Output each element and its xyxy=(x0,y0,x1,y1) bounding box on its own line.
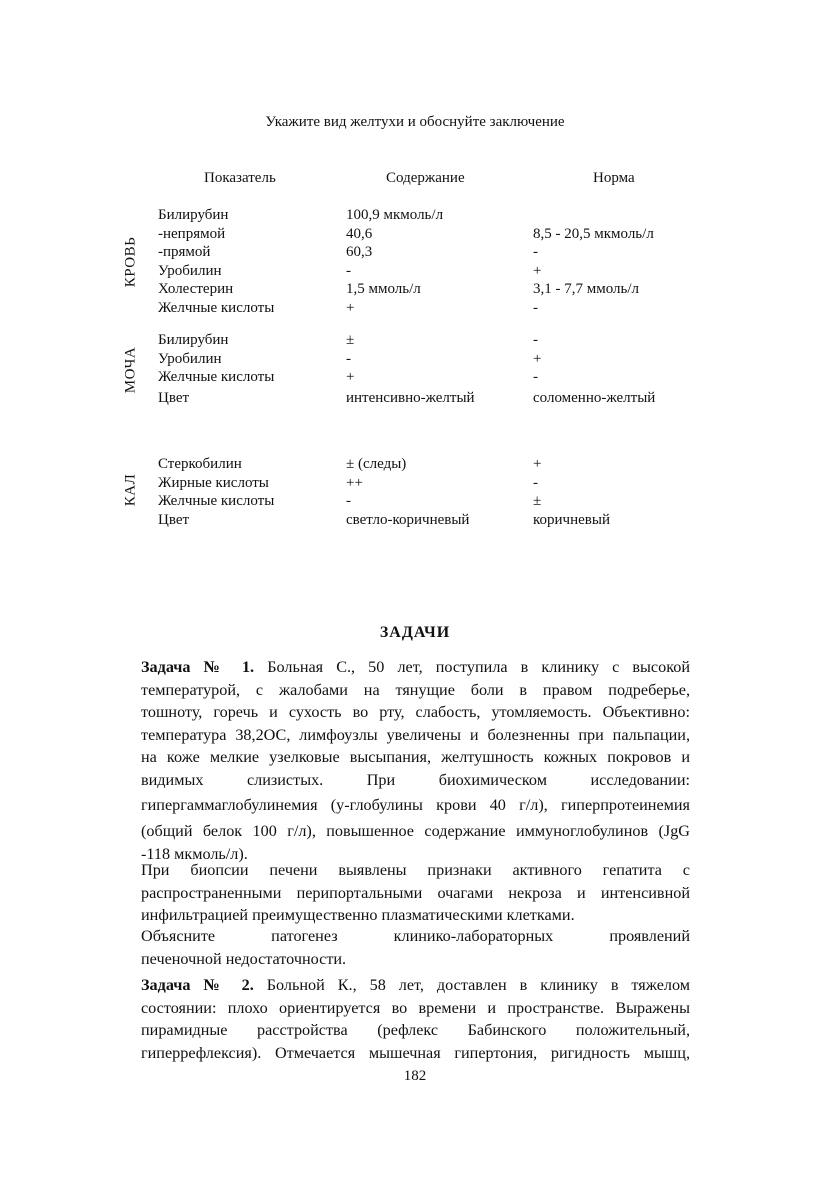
indicator-cell: Желчные кислоты xyxy=(158,300,275,316)
task-1-p3-line: печеночной недостаточности. xyxy=(141,949,347,968)
content-cell: 60,3 xyxy=(346,244,373,261)
table-row xyxy=(0,389,830,407)
norm-cell: 8,5 - 20,5 мкмоль/л xyxy=(533,225,654,242)
indicator-cell: Желчные кислоты xyxy=(158,369,275,386)
indicator-cell: Уробилин xyxy=(158,262,222,279)
column-header-norm: Норма xyxy=(593,170,635,186)
task-1-line: тошноту, горечь и сухость во рту, слабость, утомляемость. Объективно: xyxy=(141,703,690,721)
table-row xyxy=(0,280,830,298)
task-1-line: -118 мкмоль/л). xyxy=(141,845,248,863)
task-1-p2-line: При биопсии печени выявлены признаки активного гепатита с xyxy=(141,861,690,879)
table-row xyxy=(0,511,830,529)
norm-cell: - xyxy=(533,474,538,491)
content-cell: светло-коричневый xyxy=(346,511,470,528)
norm-cell: ± xyxy=(533,493,542,510)
page-number: 182 xyxy=(403,1068,427,1084)
task-2-line: гиперрефлексия). Отмечается мышечная гипертония, ригидность мышц, xyxy=(141,1043,690,1062)
content-cell: ++ xyxy=(346,474,363,491)
section-label-blood: КРОВЬ xyxy=(122,236,139,288)
task-2-line: пирамидные расстройства (рефлекс Бабинского положительный, xyxy=(141,1021,690,1039)
table-row xyxy=(0,350,830,368)
content-cell: интенсивно-желтый xyxy=(346,389,475,406)
indicator-cell: Билирубин xyxy=(158,207,229,223)
norm-cell: + xyxy=(533,456,542,472)
norm-cell: + xyxy=(533,262,542,279)
content-cell: - xyxy=(346,262,351,279)
task-1-line: на коже мелкие узелковые высыпания, желтушность кожных покровов и xyxy=(141,748,690,766)
table-row xyxy=(0,225,830,243)
task-1-lead: Задача № 1. xyxy=(141,658,255,676)
indicator-cell: Уробилин xyxy=(158,350,222,367)
table-row xyxy=(0,492,830,510)
indicator-cell: Холестерин xyxy=(158,281,234,298)
norm-cell: 3,1 - 7,7 ммоль/л xyxy=(533,281,640,298)
table-row xyxy=(0,331,830,349)
task-2-line-1: Задача № 2. Больной К., 58 лет, доставлен в клинику в тяжелом xyxy=(141,976,691,994)
task-1-line: видимых слизистых. При биохимическом исследовании: xyxy=(141,770,690,789)
section-label-stool: КАЛ xyxy=(122,473,139,507)
norm-cell: - xyxy=(533,300,538,316)
indicator-cell: Стеркобилин xyxy=(158,456,242,472)
task-1-line: температурой, с жалобами на тянущие боли в правом подреберье, xyxy=(141,680,690,699)
content-cell: - xyxy=(346,493,351,510)
indicator-cell: Билирубин xyxy=(158,332,229,348)
content-cell: 1,5 ммоль/л xyxy=(346,281,421,298)
table-row xyxy=(0,262,830,280)
norm-cell: коричневый xyxy=(533,511,610,528)
task-1-paragraph-3 xyxy=(141,925,690,970)
content-cell: 100,9 мкмоль/л xyxy=(346,207,444,223)
table-row xyxy=(0,299,830,317)
indicator-cell: Жирные кислоты xyxy=(158,474,269,491)
column-header-content: Содержание xyxy=(386,170,465,186)
content-cell: ± (следы) xyxy=(346,456,407,472)
table-row xyxy=(0,243,830,261)
section-title: ЗАДАЧИ xyxy=(379,624,451,641)
indicator-cell: Желчные кислоты xyxy=(158,493,275,510)
table-row xyxy=(0,368,830,386)
task-2-line: состоянии: плохо ориентируется во времени и пространстве. Выражены xyxy=(141,998,690,1017)
norm-cell: - xyxy=(533,332,538,348)
table-row xyxy=(0,474,830,492)
content-cell: + xyxy=(346,300,355,316)
norm-cell: + xyxy=(533,350,542,367)
task-1-p3-line: Объясните патогенез клинико-лабораторных проявлений xyxy=(141,927,690,945)
content-cell: 40,6 xyxy=(346,225,373,242)
norm-cell: - xyxy=(533,369,538,386)
content-cell: - xyxy=(346,350,351,367)
table-row xyxy=(0,455,830,473)
indicator-cell: -непрямой xyxy=(158,225,226,242)
task-1-line-1: Задача № 1. Больная С., 50 лет, поступила в клинику с высокой xyxy=(141,658,690,676)
task-1 xyxy=(141,656,690,866)
norm-cell: - xyxy=(533,244,538,261)
task-1-line: гипергаммаглобулинемия (у-глобулины крови 40 г/л), гиперпротеинемия xyxy=(141,796,690,814)
indicator-cell: -прямой xyxy=(158,244,211,261)
task-1-p2-line: распространенными перипортальными очагами некроза и интенсивной xyxy=(141,883,690,902)
task-1-line: (общий белок 100 г/л), повышенное содержание иммуноглобулинов (JgG xyxy=(141,821,690,840)
task-2 xyxy=(141,974,690,1064)
indicator-cell: Цвет xyxy=(158,389,190,406)
content-cell: + xyxy=(346,369,355,386)
table-row xyxy=(0,206,830,224)
section-label-urine: МОЧА xyxy=(122,346,139,394)
norm-cell: соломенно-желтый xyxy=(533,389,656,406)
task-2-lead: Задача № 2. xyxy=(141,976,254,994)
column-header-indicator: Показатель xyxy=(204,170,276,186)
task-1-line: температура 38,2ОС, лимфоузлы увеличены и болезненны при пальпации, xyxy=(141,725,690,744)
indicator-cell: Цвет xyxy=(158,511,190,528)
table-caption: Укажите вид желтухи и обоснуйте заключение xyxy=(265,114,565,130)
task-1-paragraph-2 xyxy=(141,859,690,927)
task-1-p2-line: инфильтрацией преимущественно плазматическими клетками. xyxy=(141,906,575,924)
content-cell: ± xyxy=(346,332,355,348)
